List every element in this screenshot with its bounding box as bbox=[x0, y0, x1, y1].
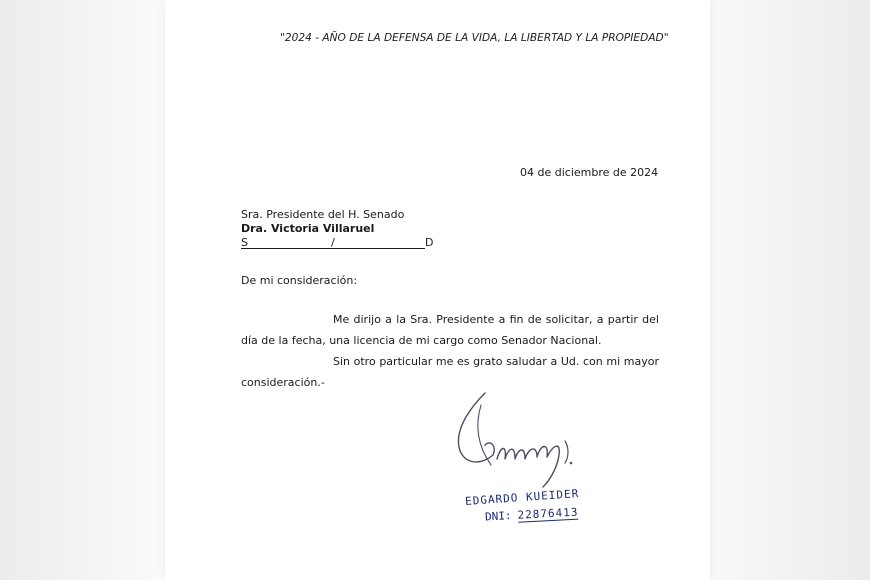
dni-label: DNI: bbox=[484, 509, 512, 524]
underline-rule bbox=[241, 248, 425, 249]
body-paragraph-request: Me dirijo a la Sra. Presidente a fin de solicitar, a partir del día de la fecha, una licencia de mi cargo como Senador Nacional. bbox=[241, 313, 659, 347]
slash: / bbox=[331, 236, 335, 249]
d-letter: D bbox=[425, 236, 434, 249]
addressee-name: Dra. Victoria Villaruel bbox=[241, 222, 375, 235]
handwritten-signature-icon bbox=[445, 385, 615, 495]
letter-body bbox=[241, 309, 659, 393]
salutation: De mi consideración: bbox=[241, 274, 358, 287]
letter-date: 04 de diciembre de 2024 bbox=[520, 166, 659, 179]
dni-number: 22876413 bbox=[517, 505, 579, 522]
letterhead-motto: "2024 - AÑO DE LA DEFENSA DE LA VIDA, LA LIBERTAD Y LA PROPIEDAD" bbox=[280, 32, 669, 44]
addressee-block bbox=[241, 208, 434, 250]
su-despacho-line bbox=[241, 236, 434, 250]
letter-page bbox=[165, 0, 710, 580]
body-paragraph-closing: Sin otro particular me es grato saludar a Ud. con mi mayor consideración.- bbox=[241, 355, 659, 389]
s-letter: S bbox=[241, 236, 248, 249]
signature-block bbox=[445, 385, 615, 530]
signature-dni bbox=[485, 506, 579, 524]
background-left bbox=[0, 0, 165, 580]
addressee-title: Sra. Presidente del H. Senado bbox=[241, 208, 405, 221]
signature-handwritten-name: EDGARDO KUEIDER bbox=[464, 487, 580, 508]
background-right bbox=[695, 0, 870, 580]
